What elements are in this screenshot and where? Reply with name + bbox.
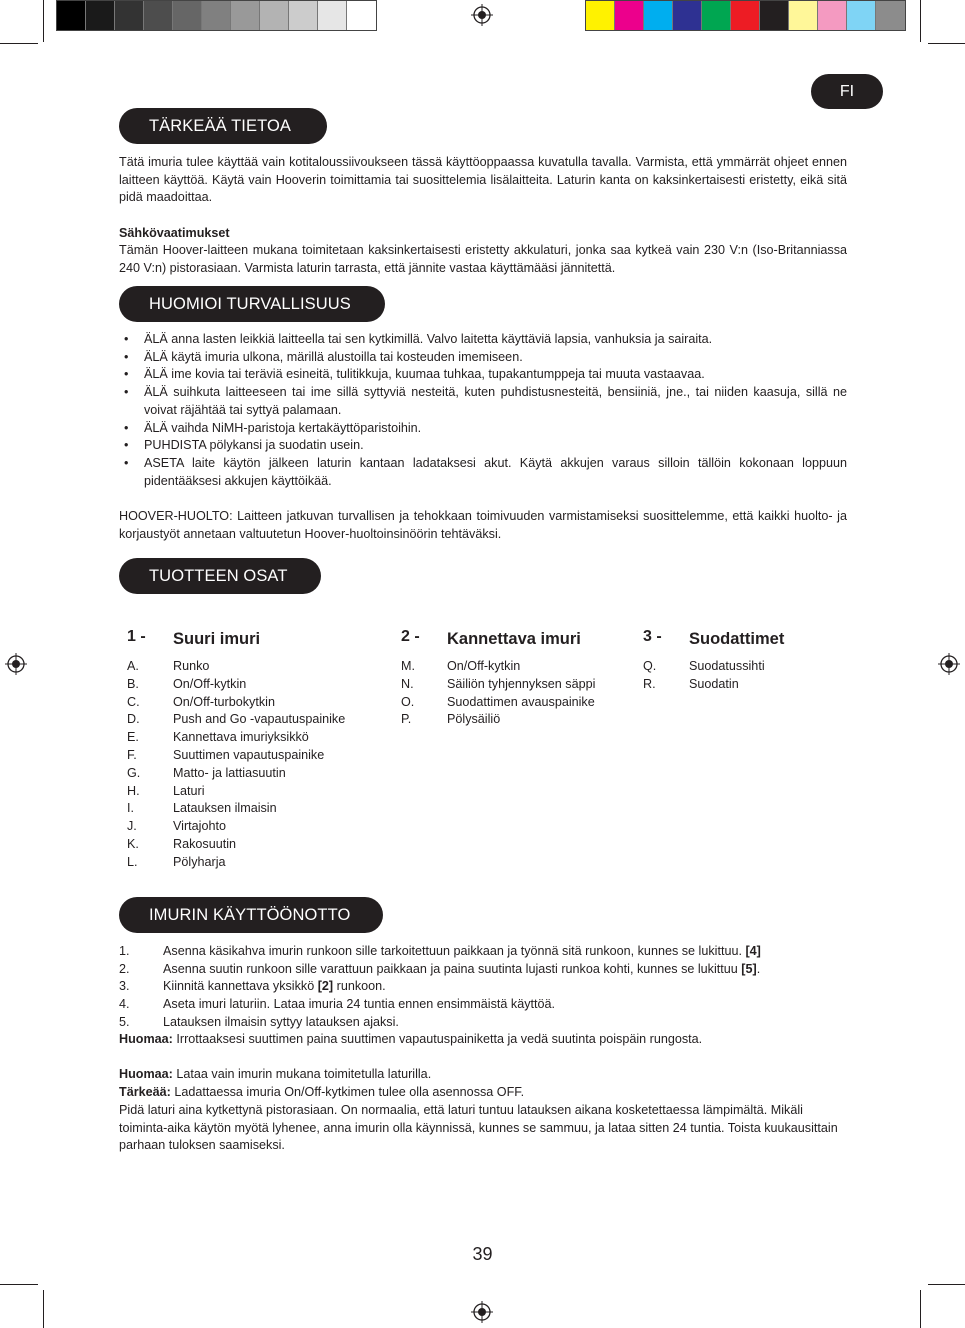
parts-group-1 [119, 628, 389, 872]
color-swatch [231, 1, 260, 30]
list-item: 3. Kiinnitä kannettava yksikkö [2] runkoon. [119, 979, 386, 994]
language-tab: FI [811, 74, 883, 109]
color-swatch [586, 1, 615, 30]
registration-mark-icon [5, 653, 27, 675]
crop-mark [0, 43, 38, 44]
color-swatch [202, 1, 231, 30]
crop-mark [43, 1290, 44, 1328]
parts-list [635, 658, 847, 694]
crop-mark [928, 43, 965, 44]
list-item: A. Runko [127, 659, 210, 673]
note-charger: Huomaa: Lataa vain imurin mukana toimitetulla laturilla. [119, 1067, 432, 1081]
important-note: Tärkeää: Ladattaessa imuria On/Off-kytkimen tulee olla asennossa OFF. [119, 1085, 525, 1099]
color-swatch [731, 1, 760, 30]
color-swatch [615, 1, 644, 30]
color-swatch [318, 1, 347, 30]
parts-group-number: 3 - [643, 628, 662, 645]
list-item: P. Pölysäiliö [401, 712, 501, 727]
registration-mark-icon [471, 1301, 493, 1323]
registration-mark-icon [938, 653, 960, 675]
list-item: O. Suodattimen avauspainike [401, 694, 595, 709]
parts-group-title: Suodattimet [689, 630, 785, 648]
gray-calibration-bar [56, 0, 377, 31]
safety-item: • ÄLÄ anna lasten leikkiä laitteella tai sen kytkimillä. Valvo laitetta käyttäviä lapsia, vanhuksia ja sairaita. [119, 331, 847, 349]
crop-mark [0, 1284, 38, 1285]
list-item: G. Matto- ja lattiasuutin [127, 765, 286, 780]
list-item: L. Pölyharja [127, 854, 226, 869]
list-item: 4. Aseta imuri laturiin. Lataa imuria 24 tuntia ennen ensimmäistä käyttöä. [119, 997, 556, 1012]
color-swatch [57, 1, 86, 30]
color-swatch [86, 1, 115, 30]
list-item: 1. Asenna käsikahva imurin runkoon sille tarkoitettuun paikkaan ja työnnä sitä runkoon, kunnes se lukittuu. [4] [119, 944, 761, 958]
list-item: N. Säiliön tyhjennyksen säppi [401, 676, 596, 691]
color-swatch [644, 1, 673, 30]
color-swatch [702, 1, 731, 30]
safety-item: • ASETA laite käytön jälkeen laturin kantaan ladataksesi akut. Käytä akkujen varaus silloin tällöin kokonaan loppuun pidentääksesi akkujen käyttöikää. [119, 455, 847, 490]
list-item: K. Rakosuutin [127, 836, 237, 851]
list-item: D. Push and Go -vapautuspainike [127, 712, 346, 727]
color-swatch [847, 1, 876, 30]
color-swatch [347, 1, 376, 30]
list-item: F. Suuttimen vapautuspainike [127, 747, 325, 762]
crop-mark [43, 0, 44, 42]
note-nozzle-release: Huomaa: Irrottaaksesi suuttimen paina suuttimen vapautuspainiketta ja vedä suutinta poispäin rungosta. [119, 1032, 703, 1046]
section-heading-safety: HUOMIOI TURVALLISUUS [119, 286, 385, 322]
safety-item: • ÄLÄ vaihda NiMH-paristoja kertakäyttöparistoihin. [119, 420, 847, 438]
list-item: R. Suodatin [643, 676, 739, 691]
parts-group-3 [635, 628, 847, 694]
section-heading-parts: TUOTTEEN OSAT [119, 558, 321, 594]
parts-group-2 [393, 628, 633, 729]
color-swatch [173, 1, 202, 30]
safety-item: • ÄLÄ suihkuta laitteeseen tai ime sillä syttyviä nesteitä, kuten puhdistusnesteitä, bensiiniä, jne., tai niiden kaasuja, sillä ne voivat räjähtää tai syttyä palamaan. [119, 384, 847, 419]
safety-item: • ÄLÄ käytä imuria ulkona, märillä alustoilla tai kosteuden imemiseen. [119, 349, 847, 367]
crop-mark [928, 1284, 965, 1285]
safety-item: • ÄLÄ ime kovia tai teräviä esineitä, tulitikkuja, kuumaa tuhkaa, tupakantumppeja tai muuta vastaavaa. [119, 366, 847, 384]
important-paragraph: Tätä imuria tulee käyttää vain kotitaloussiivoukseen tässä käyttöoppaassa kuvatulla tavalla. Varmista, että ymmärrät ohjeet ennen laitteen käyttöä. Käytä vain Hooverin toimittamia tai suosittelemia lisälaitteita. Laturin kanta on kaksinkertaisesti eristetty, eikä sitä pidä maadoittaa. [119, 155, 847, 205]
color-swatch [144, 1, 173, 30]
parts-group-title: Kannettava imuri [447, 630, 581, 648]
electrical-requirements-heading: Sähkövaatimukset [119, 226, 230, 240]
color-swatch [760, 1, 789, 30]
safety-list [119, 331, 847, 490]
list-item: Q. Suodatussihti [643, 659, 765, 673]
section-heading-setup: IMURIN KÄYTTÖÖNOTTO [119, 897, 383, 933]
color-swatch [673, 1, 702, 30]
color-swatch [289, 1, 318, 30]
color-swatch [818, 1, 847, 30]
parts-list [393, 658, 633, 729]
parts-list [119, 658, 389, 872]
color-swatch [115, 1, 144, 30]
list-item: 5. Latauksen ilmaisin syttyy latauksen ajaksi. [119, 1014, 399, 1029]
color-swatch [789, 1, 818, 30]
safety-item: • PUHDISTA pölykansi ja suodatin usein. [119, 437, 847, 455]
color-swatch [260, 1, 289, 30]
parts-group-title: Suuri imuri [173, 630, 261, 648]
page-number: 39 [472, 1244, 493, 1264]
parts-group-number: 2 - [401, 628, 420, 645]
list-item: B. On/Off-kytkin [127, 676, 247, 691]
section-heading-important: TÄRKEÄÄ TIETOA [119, 108, 327, 144]
crop-mark [920, 1290, 921, 1328]
service-paragraph: HOOVER-HUOLTO: Laitteen jatkuvan turvallisen ja tehokkaan toimivuuden varmistamiseksi suosittelemme, että kaikki huolto- ja korjaustyöt annetaan valtuutetun Hoover-huoltoinsinöörin tehtäväksi. [119, 509, 847, 541]
list-item: J. Virtajohto [127, 819, 226, 834]
parts-group-number: 1 - [127, 628, 146, 645]
list-item: H. Laturi [127, 783, 205, 798]
registration-mark-icon [471, 4, 493, 26]
electrical-requirements-paragraph: Tämän Hoover-laitteen mukana toimitetaan kaksinkertaisesti eristetty akkulaturi, jonka saa kytkeä vain 230 V:n (Iso-Britanniassa 240 V:n) pistorasiaan. Varmista laturin tarrasta, että jännite vastaa käyttämääsi jännitettä. [119, 243, 847, 275]
list-item: E. Kannettava imuriyksikkö [127, 730, 309, 745]
list-item: I. Latauksen ilmaisin [127, 801, 277, 816]
list-item: C. On/Off-turbokytkin [127, 694, 275, 709]
list-item: 2. Asenna suutin runkoon sille varattuun paikkaan ja paina suutinta lujasti runkoa kohti, kunnes se lukittuu [5]. [119, 961, 761, 976]
charging-paragraph: Pidä laturi aina kytkettynä pistorasiaan. On normaalia, että laturi tuntuu latauksen aikana kosketettaessa lämpimältä. Mikäli toiminta-aika käytön myötä lyhenee, anna imurin olla käynnissä, kunnes se sammuu, ja lataa sitten 24 tuntia. Toista kuukausittain parhaan tuloksen saamiseksi. [119, 1103, 838, 1153]
color-swatch [876, 1, 905, 30]
color-calibration-bar [585, 0, 906, 31]
setup-steps [119, 943, 847, 1032]
crop-mark [920, 0, 921, 42]
list-item: M. On/Off-kytkin [401, 659, 521, 673]
